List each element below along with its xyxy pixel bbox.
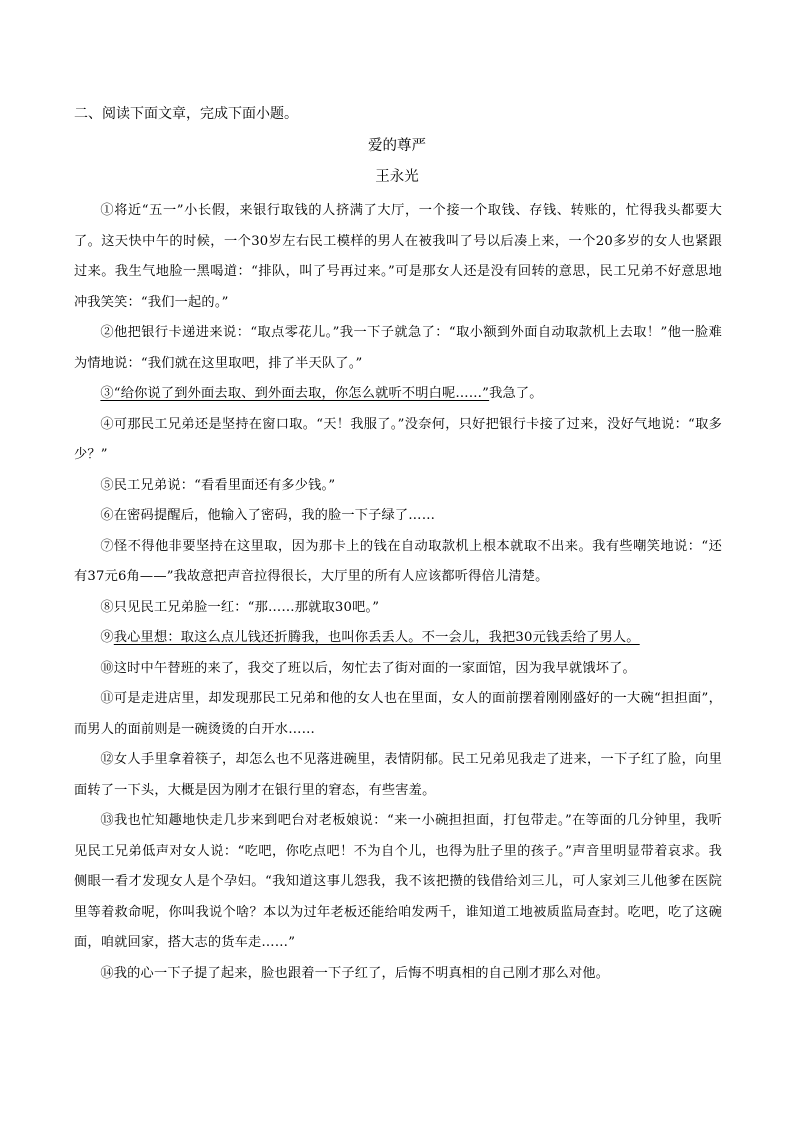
paragraph-2: ②他把银行卡递进来说：“取点零花儿。”我一下子就急了：“取小额到外面自动取款机上去取！”他一脸难为情地说：“我们就在这里取吧，排了半天队了。”	[74, 325, 722, 371]
paragraph-5: ⑤民工兄弟说：“看看里面还有多少钱。”	[100, 477, 336, 493]
paragraph-3-tail: 我急了。	[489, 386, 543, 401]
paragraph-1: ①将近“五一”小长假，来银行取钱的人挤满了大厅，一个接一个取钱、存钱、转账的，忙得我头都要大了。这天快中午的时候，一个30岁左右民工模样的男人在被我叫了号以后凑上来，一个20多岁的女人也紧跟过来。我生气地脸一黑喝道：“排队，叫了号再过来。”可是那女人还是没有回转的意思，民工兄弟不好意思地冲我笑笑：“我们一起的。”	[74, 203, 722, 310]
paragraph-9-number: ⑨	[100, 630, 114, 645]
article-title: 爱的尊严	[368, 138, 426, 154]
paragraph-8: ⑧只见民工兄弟脸一红：“那……那就取30吧。”	[100, 599, 380, 615]
paragraph-4: ④可那民工兄弟还是坚持在窗口取。“天！我服了。”没奈何，只好把银行卡接了过来，没好气地说：“取多少？”	[74, 416, 722, 462]
paragraph-13: ⑬我也忙知趣地快走几步来到吧台对老板娘说：“来一小碗担担面，打包带走。”在等面的几分钟里，我听见民工兄弟低声对女人说：“吃吧，你吃点吧！不为自个儿，也得为肚子里的孩子。”声音里明显带着哀求。我侧眼一看才发现女人是个孕妇。“我知道这事儿怨我，我不该把攒的钱借给刘三儿，可人家刘三儿他爹在医院里等着救命呢，你叫我说个啥？本以为过年老板还能给咱发两千，谁知道工地被质监局查封。吃吧，吃了这碗面，咱就回家，搭大志的货车走……”	[74, 813, 722, 950]
article-author: 王永光	[375, 169, 419, 185]
paragraph-9	[74, 623, 722, 654]
section-heading: 二、阅读下面文章，完成下面小题。	[74, 106, 298, 122]
paragraph-14: ⑭我的心一下子提了起来，脸也跟着一下子红了，后悔不明真相的自己刚才那么对他。	[100, 965, 610, 981]
paragraph-6: ⑥在密码提醒后，他输入了密码，我的脸一下子绿了……	[100, 508, 436, 523]
underlined-sentence: 我心里想：取这么点儿钱还折腾我，也叫你丢丢人。不一会儿，我把30元钱丢给了男人。	[113, 630, 640, 645]
paragraph-7: ⑦怪不得他非要坚持在这里取，因为那卡上的钱在自动取款机上根本就取不出来。我有些嘲笑地说：“还有37元6角——”我故意把声音拉得很长，大厅里的所有人应该都听得倍儿清楚。	[74, 538, 722, 584]
paragraph-10: ⑩这时中午替班的来了，我交了班以后，匆忙去了街对面的一家面馆，因为我早就饿坏了。	[100, 660, 636, 676]
paragraph-3	[74, 379, 722, 410]
paragraph-12: ⑫女人手里拿着筷子，却怎么也不见落进碗里，表情阴郁。民工兄弟见我走了进来，一下子红了脸，向里面转了一下头，大概是因为刚才在银行里的窘态，有些害羞。	[74, 752, 722, 798]
paragraph-11: ⑪可是走进店里，却发现那民工兄弟和他的女人也在里面，女人的面前摆着刚刚盛好的一大碗“担担面”，而男人的面前则是一碗烫烫的白开水……	[74, 691, 722, 737]
underlined-sentence: ③“给你说了到外面去取、到外面去取，你怎么就听不明白呢……”	[100, 386, 490, 401]
article-body	[74, 196, 722, 989]
